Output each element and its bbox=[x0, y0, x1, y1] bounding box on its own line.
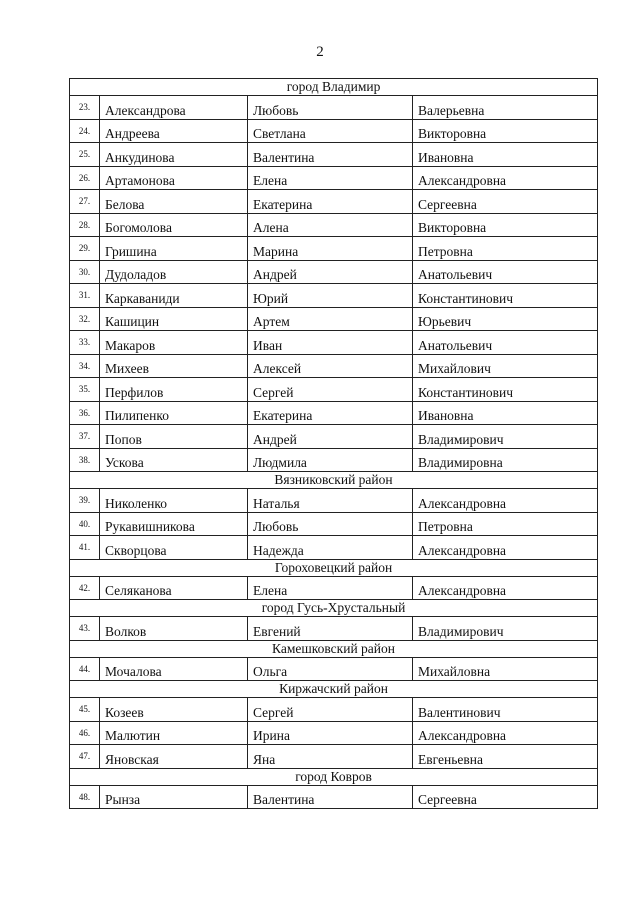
first-name-cell: Ольга bbox=[248, 657, 413, 681]
last-name-cell: Гришина bbox=[100, 237, 248, 261]
last-name-cell: Богомолова bbox=[100, 213, 248, 237]
last-name-cell: Скворцова bbox=[100, 536, 248, 560]
last-name-cell: Каркаваниди bbox=[100, 284, 248, 308]
row-number: 27. bbox=[70, 190, 100, 214]
row-number: 41. bbox=[70, 536, 100, 560]
first-name-cell: Андрей bbox=[248, 260, 413, 284]
row-number: 33. bbox=[70, 331, 100, 355]
section-header-row bbox=[70, 600, 598, 617]
section-title: Киржачский район bbox=[70, 681, 598, 698]
patronymic-cell: Александровна bbox=[413, 536, 598, 560]
patronymic-cell: Владимировна bbox=[413, 448, 598, 472]
patronymic-cell: Валерьевна bbox=[413, 96, 598, 120]
row-number: 44. bbox=[70, 657, 100, 681]
first-name-cell: Евгений bbox=[248, 617, 413, 641]
first-name-cell: Надежда bbox=[248, 536, 413, 560]
first-name-cell: Артем bbox=[248, 307, 413, 331]
table-row bbox=[70, 284, 598, 308]
patronymic-cell: Владимирович bbox=[413, 617, 598, 641]
first-name-cell: Елена bbox=[248, 166, 413, 190]
row-number: 37. bbox=[70, 425, 100, 449]
table-row bbox=[70, 260, 598, 284]
last-name-cell: Рынза bbox=[100, 785, 248, 809]
patronymic-cell: Анатольевич bbox=[413, 331, 598, 355]
first-name-cell: Алексей bbox=[248, 354, 413, 378]
patronymic-cell: Александровна bbox=[413, 576, 598, 600]
row-number: 24. bbox=[70, 119, 100, 143]
section-header-row bbox=[70, 681, 598, 698]
first-name-cell: Людмила bbox=[248, 448, 413, 472]
section-title: Гороховецкий район bbox=[70, 559, 598, 576]
row-number: 43. bbox=[70, 617, 100, 641]
patronymic-cell: Анатольевич bbox=[413, 260, 598, 284]
patronymic-cell: Сергеевна bbox=[413, 785, 598, 809]
table-row bbox=[70, 448, 598, 472]
row-number: 48. bbox=[70, 785, 100, 809]
section-title: Камешковский район bbox=[70, 640, 598, 657]
first-name-cell: Андрей bbox=[248, 425, 413, 449]
first-name-cell: Марина bbox=[248, 237, 413, 261]
patronymic-cell: Александровна bbox=[413, 489, 598, 513]
patronymic-cell: Евгеньевна bbox=[413, 745, 598, 769]
row-number: 36. bbox=[70, 401, 100, 425]
first-name-cell: Иван bbox=[248, 331, 413, 355]
row-number: 29. bbox=[70, 237, 100, 261]
row-number: 39. bbox=[70, 489, 100, 513]
table-row bbox=[70, 378, 598, 402]
row-number: 28. bbox=[70, 213, 100, 237]
first-name-cell: Светлана bbox=[248, 119, 413, 143]
row-number: 45. bbox=[70, 698, 100, 722]
patronymic-cell: Петровна bbox=[413, 237, 598, 261]
last-name-cell: Перфилов bbox=[100, 378, 248, 402]
last-name-cell: Андреева bbox=[100, 119, 248, 143]
patronymic-cell: Ивановна bbox=[413, 143, 598, 167]
last-name-cell: Михеев bbox=[100, 354, 248, 378]
last-name-cell: Селяканова bbox=[100, 576, 248, 600]
first-name-cell: Елена bbox=[248, 576, 413, 600]
table-row bbox=[70, 512, 598, 536]
section-header-row bbox=[70, 768, 598, 785]
first-name-cell: Любовь bbox=[248, 96, 413, 120]
table-row bbox=[70, 698, 598, 722]
table-row bbox=[70, 331, 598, 355]
first-name-cell: Любовь bbox=[248, 512, 413, 536]
table-row bbox=[70, 617, 598, 641]
patronymic-cell: Константинович bbox=[413, 284, 598, 308]
row-number: 47. bbox=[70, 745, 100, 769]
last-name-cell: Козеев bbox=[100, 698, 248, 722]
last-name-cell: Артамонова bbox=[100, 166, 248, 190]
last-name-cell: Волков bbox=[100, 617, 248, 641]
last-name-cell: Анкудинова bbox=[100, 143, 248, 167]
last-name-cell: Белова bbox=[100, 190, 248, 214]
patronymic-cell: Владимирович bbox=[413, 425, 598, 449]
first-name-cell: Валентина bbox=[248, 143, 413, 167]
first-name-cell: Екатерина bbox=[248, 401, 413, 425]
last-name-cell: Александрова bbox=[100, 96, 248, 120]
section-title: город Гусь-Хрустальный bbox=[70, 600, 598, 617]
patronymic-cell: Петровна bbox=[413, 512, 598, 536]
table-row bbox=[70, 143, 598, 167]
table-row bbox=[70, 354, 598, 378]
table-row bbox=[70, 307, 598, 331]
first-name-cell: Алена bbox=[248, 213, 413, 237]
section-title: город Ковров bbox=[70, 768, 598, 785]
row-number: 38. bbox=[70, 448, 100, 472]
patronymic-cell: Михайлович bbox=[413, 354, 598, 378]
table-row bbox=[70, 237, 598, 261]
last-name-cell: Кашицин bbox=[100, 307, 248, 331]
section-header-row bbox=[70, 559, 598, 576]
first-name-cell: Сергей bbox=[248, 378, 413, 402]
patronymic-cell: Сергеевна bbox=[413, 190, 598, 214]
table-row bbox=[70, 213, 598, 237]
first-name-cell: Юрий bbox=[248, 284, 413, 308]
patronymic-cell: Валентинович bbox=[413, 698, 598, 722]
first-name-cell: Наталья bbox=[248, 489, 413, 513]
table-row bbox=[70, 425, 598, 449]
table-row bbox=[70, 721, 598, 745]
last-name-cell: Рукавишникова bbox=[100, 512, 248, 536]
table-row bbox=[70, 119, 598, 143]
table-row bbox=[70, 190, 598, 214]
patronymic-cell: Юрьевич bbox=[413, 307, 598, 331]
table-row bbox=[70, 576, 598, 600]
row-number: 40. bbox=[70, 512, 100, 536]
section-title: город Владимир bbox=[70, 79, 598, 96]
row-number: 26. bbox=[70, 166, 100, 190]
table-row bbox=[70, 785, 598, 809]
first-name-cell: Валентина bbox=[248, 785, 413, 809]
last-name-cell: Попов bbox=[100, 425, 248, 449]
section-title: Вязниковский район bbox=[70, 472, 598, 489]
last-name-cell: Яновская bbox=[100, 745, 248, 769]
row-number: 35. bbox=[70, 378, 100, 402]
first-name-cell: Екатерина bbox=[248, 190, 413, 214]
row-number: 32. bbox=[70, 307, 100, 331]
row-number: 31. bbox=[70, 284, 100, 308]
patronymic-cell: Александровна bbox=[413, 166, 598, 190]
table-row bbox=[70, 489, 598, 513]
row-number: 42. bbox=[70, 576, 100, 600]
roster-body bbox=[70, 79, 598, 809]
last-name-cell: Дудоладов bbox=[100, 260, 248, 284]
table-row bbox=[70, 536, 598, 560]
first-name-cell: Ирина bbox=[248, 721, 413, 745]
patronymic-cell: Ивановна bbox=[413, 401, 598, 425]
last-name-cell: Малютин bbox=[100, 721, 248, 745]
row-number: 25. bbox=[70, 143, 100, 167]
section-header-row bbox=[70, 472, 598, 489]
last-name-cell: Николенко bbox=[100, 489, 248, 513]
section-header-row bbox=[70, 640, 598, 657]
page-number: 2 bbox=[316, 44, 324, 60]
row-number: 46. bbox=[70, 721, 100, 745]
first-name-cell: Яна bbox=[248, 745, 413, 769]
row-number: 30. bbox=[70, 260, 100, 284]
patronymic-cell: Викторовна bbox=[413, 213, 598, 237]
table-row bbox=[70, 166, 598, 190]
last-name-cell: Макаров bbox=[100, 331, 248, 355]
last-name-cell: Пилипенко bbox=[100, 401, 248, 425]
row-number: 23. bbox=[70, 96, 100, 120]
patronymic-cell: Александровна bbox=[413, 721, 598, 745]
row-number: 34. bbox=[70, 354, 100, 378]
roster-table bbox=[69, 78, 598, 809]
patronymic-cell: Викторовна bbox=[413, 119, 598, 143]
first-name-cell: Сергей bbox=[248, 698, 413, 722]
patronymic-cell: Михайловна bbox=[413, 657, 598, 681]
table-row bbox=[70, 745, 598, 769]
section-header-row bbox=[70, 79, 598, 96]
table-row bbox=[70, 96, 598, 120]
patronymic-cell: Константинович bbox=[413, 378, 598, 402]
last-name-cell: Мочалова bbox=[100, 657, 248, 681]
last-name-cell: Ускова bbox=[100, 448, 248, 472]
table-row bbox=[70, 657, 598, 681]
table-row bbox=[70, 401, 598, 425]
